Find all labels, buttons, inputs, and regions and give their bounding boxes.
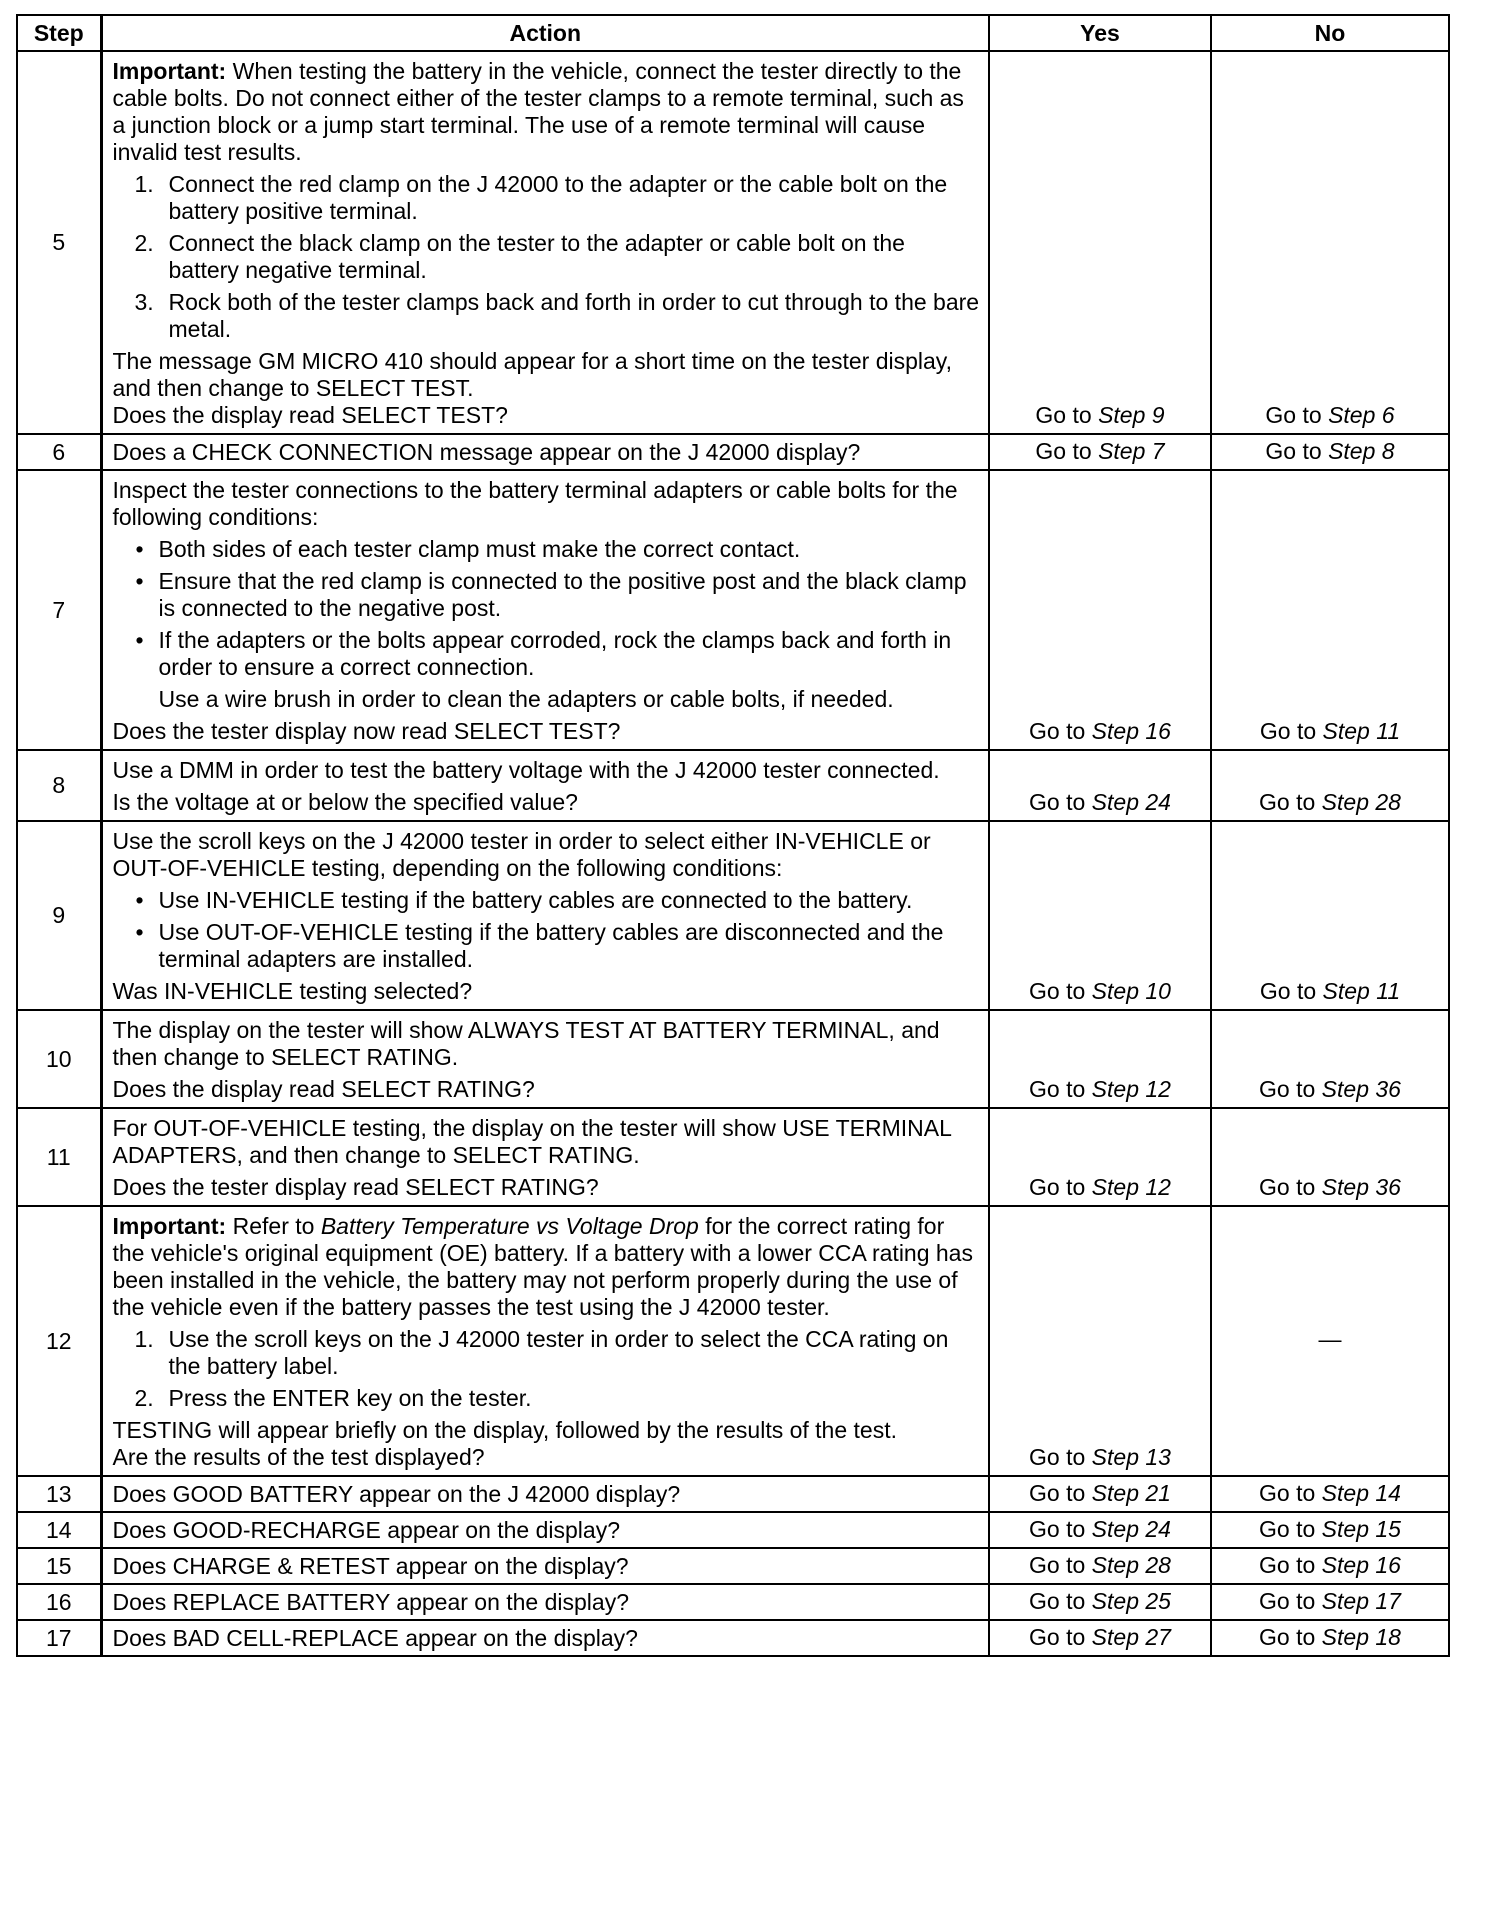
go-to-label: Go to — [1029, 1076, 1086, 1102]
list-item: • Use OUT-OF-VEHICLE testing if the battery cables are disconnected and the terminal adapters are installed. — [135, 919, 944, 972]
no-step-link: Step 11 — [1322, 978, 1401, 1004]
action-question: Does REPLACE BATTERY appear on the display? — [112, 1589, 630, 1615]
table-row-step-14 — [17, 1512, 1449, 1548]
list-item: • Both sides of each tester clamp must make the correct contact. — [135, 536, 801, 562]
go-to-label: Go to — [1265, 438, 1322, 464]
header-no: No — [1211, 15, 1449, 51]
step-number: 8 — [17, 750, 101, 821]
action-cell — [101, 1584, 989, 1620]
list-item: 2. Press the ENTER key on the tester. — [134, 1385, 532, 1411]
yes-cell — [989, 1548, 1211, 1584]
go-to-label: Go to — [1029, 1174, 1086, 1200]
action-intro: Inspect the tester connections to the battery terminal adapters or cable bolts for the following conditions: — [112, 477, 958, 530]
yes-step-link: Step 25 — [1091, 1588, 1171, 1614]
list-item-text: Ensure that the red clamp is connected to the positive post and the black clamp is connected to the negative post. — [158, 568, 967, 621]
no-cell — [1211, 1476, 1449, 1512]
action-subnote: Use a wire brush in order to clean the adapters or cable bolts, if needed. — [158, 686, 894, 712]
list-item: • Ensure that the red clamp is connected to the positive post and the black clamp is connected to the negative post. — [135, 568, 967, 621]
yes-step-link: Step 12 — [1091, 1174, 1171, 1200]
action-question: Are the results of the test displayed? — [112, 1444, 485, 1470]
no-cell — [1211, 1206, 1449, 1476]
yes-step-link: Step 28 — [1091, 1552, 1171, 1578]
action-cell — [101, 1108, 989, 1206]
action-question: Does GOOD-RECHARGE appear on the display? — [112, 1517, 620, 1543]
action-cell — [101, 1476, 989, 1512]
table-row-step-7 — [17, 470, 1449, 750]
yes-cell — [989, 1206, 1211, 1476]
yes-cell — [989, 470, 1211, 750]
list-item: 1. Use the scroll keys on the J 42000 tester in order to select the CCA rating on the battery label. — [134, 1326, 949, 1379]
important-label: Important: — [112, 58, 227, 84]
action-note: TESTING will appear briefly on the display, followed by the results of the test. — [112, 1417, 897, 1443]
step-number: 13 — [17, 1476, 101, 1512]
action-cell — [101, 434, 989, 470]
no-step-link: Step 36 — [1321, 1076, 1401, 1102]
yes-cell — [989, 1476, 1211, 1512]
list-item-text: Rock both of the tester clamps back and forth in order to cut through to the bare metal. — [168, 289, 980, 342]
step-number: 16 — [17, 1584, 101, 1620]
no-step-link: Step 14 — [1321, 1480, 1401, 1506]
action-cell — [101, 51, 989, 434]
table-row-step-8 — [17, 750, 1449, 821]
list-item: 2. Connect the black clamp on the tester to the adapter or cable bolt on the battery negative terminal. — [134, 230, 905, 283]
yes-step-link: Step 27 — [1091, 1624, 1171, 1650]
yes-step-link: Step 24 — [1091, 789, 1171, 815]
no-cell — [1211, 821, 1449, 1010]
action-intro: The display on the tester will show ALWAYS TEST AT BATTERY TERMINAL, and then change to SELECT RATING. — [112, 1017, 940, 1070]
no-step-link: Step 18 — [1321, 1624, 1401, 1650]
no-step-link: Step 28 — [1321, 789, 1401, 815]
step-number: 5 — [17, 51, 101, 434]
table-row-step-5 — [17, 51, 1449, 434]
list-item: • If the adapters or the bolts appear corroded, rock the clamps back and forth in order to ensure a correct connection. — [135, 627, 952, 680]
bullet-list — [113, 536, 981, 681]
list-item-text: Connect the red clamp on the J 42000 to the adapter or the cable bolt on the battery positive terminal. — [168, 171, 948, 224]
action-cell — [101, 750, 989, 821]
go-to-label: Go to — [1259, 978, 1317, 1004]
list-item: • Use IN-VEHICLE testing if the battery cables are connected to the battery. — [135, 887, 913, 913]
action-question: Does the display read SELECT TEST? — [112, 402, 508, 428]
action-question: Is the voltage at or below the specified value? — [112, 789, 578, 815]
table-row-step-15 — [17, 1548, 1449, 1584]
header-row — [17, 15, 1449, 51]
numbered-steps — [113, 171, 981, 343]
no-cell — [1211, 470, 1449, 750]
action-question: Does a CHECK CONNECTION message appear on the J 42000 display? — [112, 439, 861, 465]
yes-cell — [989, 51, 1211, 434]
yes-step-link: Step 24 — [1091, 1516, 1171, 1542]
action-cell — [101, 1512, 989, 1548]
yes-cell — [989, 1584, 1211, 1620]
table-row-step-9 — [17, 821, 1449, 1010]
step-number: 15 — [17, 1548, 101, 1584]
go-to-label: Go to — [1029, 1480, 1086, 1506]
no-value-dash: — — [1318, 1325, 1342, 1352]
action-cell — [101, 470, 989, 750]
go-to-label: Go to — [1259, 1516, 1316, 1542]
bullet-list — [113, 887, 981, 973]
no-step-link: Step 36 — [1321, 1174, 1401, 1200]
no-step-link: Step 15 — [1321, 1516, 1401, 1542]
step-number: 14 — [17, 1512, 101, 1548]
go-to-label: Go to — [1259, 1624, 1316, 1650]
go-to-label: Go to — [1029, 1516, 1086, 1542]
important-text: Refer to — [232, 1213, 315, 1239]
action-cell — [101, 1548, 989, 1584]
go-to-label: Go to — [1035, 438, 1092, 464]
go-to-label: Go to — [1029, 718, 1086, 744]
important-label: Important: — [112, 1213, 227, 1239]
action-question: Does the display read SELECT RATING? — [112, 1076, 535, 1102]
list-item: 3. Rock both of the tester clamps back and forth in order to cut through to the bare metal. — [134, 289, 980, 342]
action-question: Does the tester display read SELECT RATING? — [112, 1174, 599, 1200]
go-to-label: Go to — [1035, 402, 1092, 428]
list-item: 1. Connect the red clamp on the J 42000 to the adapter or the cable bolt on the battery positive terminal. — [134, 171, 948, 224]
action-intro: For OUT-OF-VEHICLE testing, the display on the tester will show USE TERMINAL ADAPTERS, and then change to SELECT RATING. — [112, 1115, 952, 1168]
important-note — [113, 58, 981, 166]
go-to-label: Go to — [1259, 718, 1317, 744]
go-to-label: Go to — [1029, 1624, 1086, 1650]
reference-link: Battery Temperature vs Voltage Drop — [320, 1213, 699, 1239]
list-item-text: Use OUT-OF-VEHICLE testing if the battery cables are disconnected and the terminal adapters are installed. — [158, 919, 944, 972]
action-question: Does CHARGE & RETEST appear on the display? — [112, 1553, 629, 1579]
no-cell — [1211, 1010, 1449, 1108]
go-to-label: Go to — [1029, 1588, 1086, 1614]
yes-step-link: Step 10 — [1091, 978, 1171, 1004]
yes-step-link: Step 12 — [1091, 1076, 1171, 1102]
yes-cell — [989, 1010, 1211, 1108]
go-to-label: Go to — [1029, 1444, 1086, 1470]
yes-cell — [989, 434, 1211, 470]
action-cell — [101, 1010, 989, 1108]
step-number: 6 — [17, 434, 101, 470]
yes-cell — [989, 821, 1211, 1010]
yes-cell — [989, 1512, 1211, 1548]
yes-step-link: Step 13 — [1091, 1444, 1171, 1470]
step-number: 11 — [17, 1108, 101, 1206]
table-row-step-16 — [17, 1584, 1449, 1620]
table-row-step-13 — [17, 1476, 1449, 1512]
table-row-step-12 — [17, 1206, 1449, 1476]
action-question: Does GOOD BATTERY appear on the J 42000 display? — [112, 1481, 681, 1507]
go-to-label: Go to — [1029, 1552, 1086, 1578]
list-item-text: Use IN-VEHICLE testing if the battery cables are connected to the battery. — [158, 887, 913, 913]
no-cell — [1211, 750, 1449, 821]
action-question: Does BAD CELL-REPLACE appear on the display? — [112, 1625, 638, 1651]
list-item-text: Use the scroll keys on the J 42000 tester in order to select the CCA rating on the battery label. — [168, 1326, 949, 1379]
no-step-link: Step 11 — [1322, 718, 1401, 744]
important-text: When testing the battery in the vehicle, connect the tester directly to the cable bolts. Do not connect either of the tester clamps to a remote terminal, such as a junction block or a jump start terminal. The use of a remote terminal will cause invalid test results. — [112, 58, 964, 165]
action-cell — [101, 1620, 989, 1656]
step-number: 10 — [17, 1010, 101, 1108]
table-row-step-6 — [17, 434, 1449, 470]
no-cell — [1211, 1584, 1449, 1620]
no-step-link: Step 16 — [1321, 1552, 1401, 1578]
action-cell — [101, 1206, 989, 1476]
table-row-step-10 — [17, 1010, 1449, 1108]
step-number: 17 — [17, 1620, 101, 1656]
yes-step-link: Step 21 — [1091, 1480, 1171, 1506]
go-to-label: Go to — [1259, 1552, 1316, 1578]
diagnostic-table — [16, 14, 1450, 1657]
go-to-label: Go to — [1259, 789, 1316, 815]
no-cell — [1211, 51, 1449, 434]
no-step-link: Step 17 — [1321, 1588, 1401, 1614]
no-cell — [1211, 1548, 1449, 1584]
yes-cell — [989, 1108, 1211, 1206]
yes-step-link: Step 7 — [1098, 438, 1165, 464]
go-to-label: Go to — [1029, 789, 1086, 815]
go-to-label: Go to — [1259, 1480, 1316, 1506]
no-cell — [1211, 1108, 1449, 1206]
list-item-text: If the adapters or the bolts appear corroded, rock the clamps back and forth in order to ensure a correct connection. — [158, 627, 952, 680]
go-to-label: Go to — [1259, 1588, 1316, 1614]
numbered-steps — [113, 1326, 981, 1412]
go-to-label: Go to — [1029, 978, 1086, 1004]
yes-cell — [989, 750, 1211, 821]
action-intro: Use a DMM in order to test the battery voltage with the J 42000 tester connected. — [112, 757, 940, 783]
list-item-text: Press the ENTER key on the tester. — [168, 1385, 532, 1411]
step-number: 12 — [17, 1206, 101, 1476]
no-step-link: Step 8 — [1328, 438, 1395, 464]
go-to-label: Go to — [1259, 1174, 1316, 1200]
table-row-step-17 — [17, 1620, 1449, 1656]
list-item-text: Both sides of each tester clamp must make the correct contact. — [158, 536, 801, 562]
table-row-step-11 — [17, 1108, 1449, 1206]
step-number: 7 — [17, 470, 101, 750]
yes-step-link: Step 16 — [1091, 718, 1171, 744]
yes-cell — [989, 1620, 1211, 1656]
no-cell — [1211, 1512, 1449, 1548]
action-question: Was IN-VEHICLE testing selected? — [112, 978, 473, 1004]
action-cell — [101, 821, 989, 1010]
list-item-text: Connect the black clamp on the tester to the adapter or cable bolt on the battery negative terminal. — [168, 230, 905, 283]
header-yes: Yes — [989, 15, 1211, 51]
step-number: 9 — [17, 821, 101, 1010]
important-note — [113, 1213, 981, 1321]
header-step: Step — [17, 15, 101, 51]
action-question: Does the tester display now read SELECT TEST? — [112, 718, 621, 744]
yes-step-link: Step 9 — [1098, 402, 1165, 428]
go-to-label: Go to — [1259, 1076, 1316, 1102]
no-cell — [1211, 1620, 1449, 1656]
header-action: Action — [101, 15, 989, 51]
no-step-link: Step 6 — [1328, 402, 1395, 428]
action-note: The message GM MICRO 410 should appear for a short time on the tester display, and then change to SELECT TEST. — [112, 348, 952, 401]
action-intro: Use the scroll keys on the J 42000 tester in order to select either IN-VEHICLE or OUT-OF-VEHICLE testing, depending on the following conditions: — [112, 828, 931, 881]
no-cell — [1211, 434, 1449, 470]
go-to-label: Go to — [1265, 402, 1322, 428]
important-text: for the correct rating for the vehicle's original equipment (OE) battery. If a battery with a lower CCA rating has been installed in the vehicle, the battery may not perform properly during the use of the vehicle even if the battery passes the test using the J 42000 tester. — [112, 1213, 973, 1320]
